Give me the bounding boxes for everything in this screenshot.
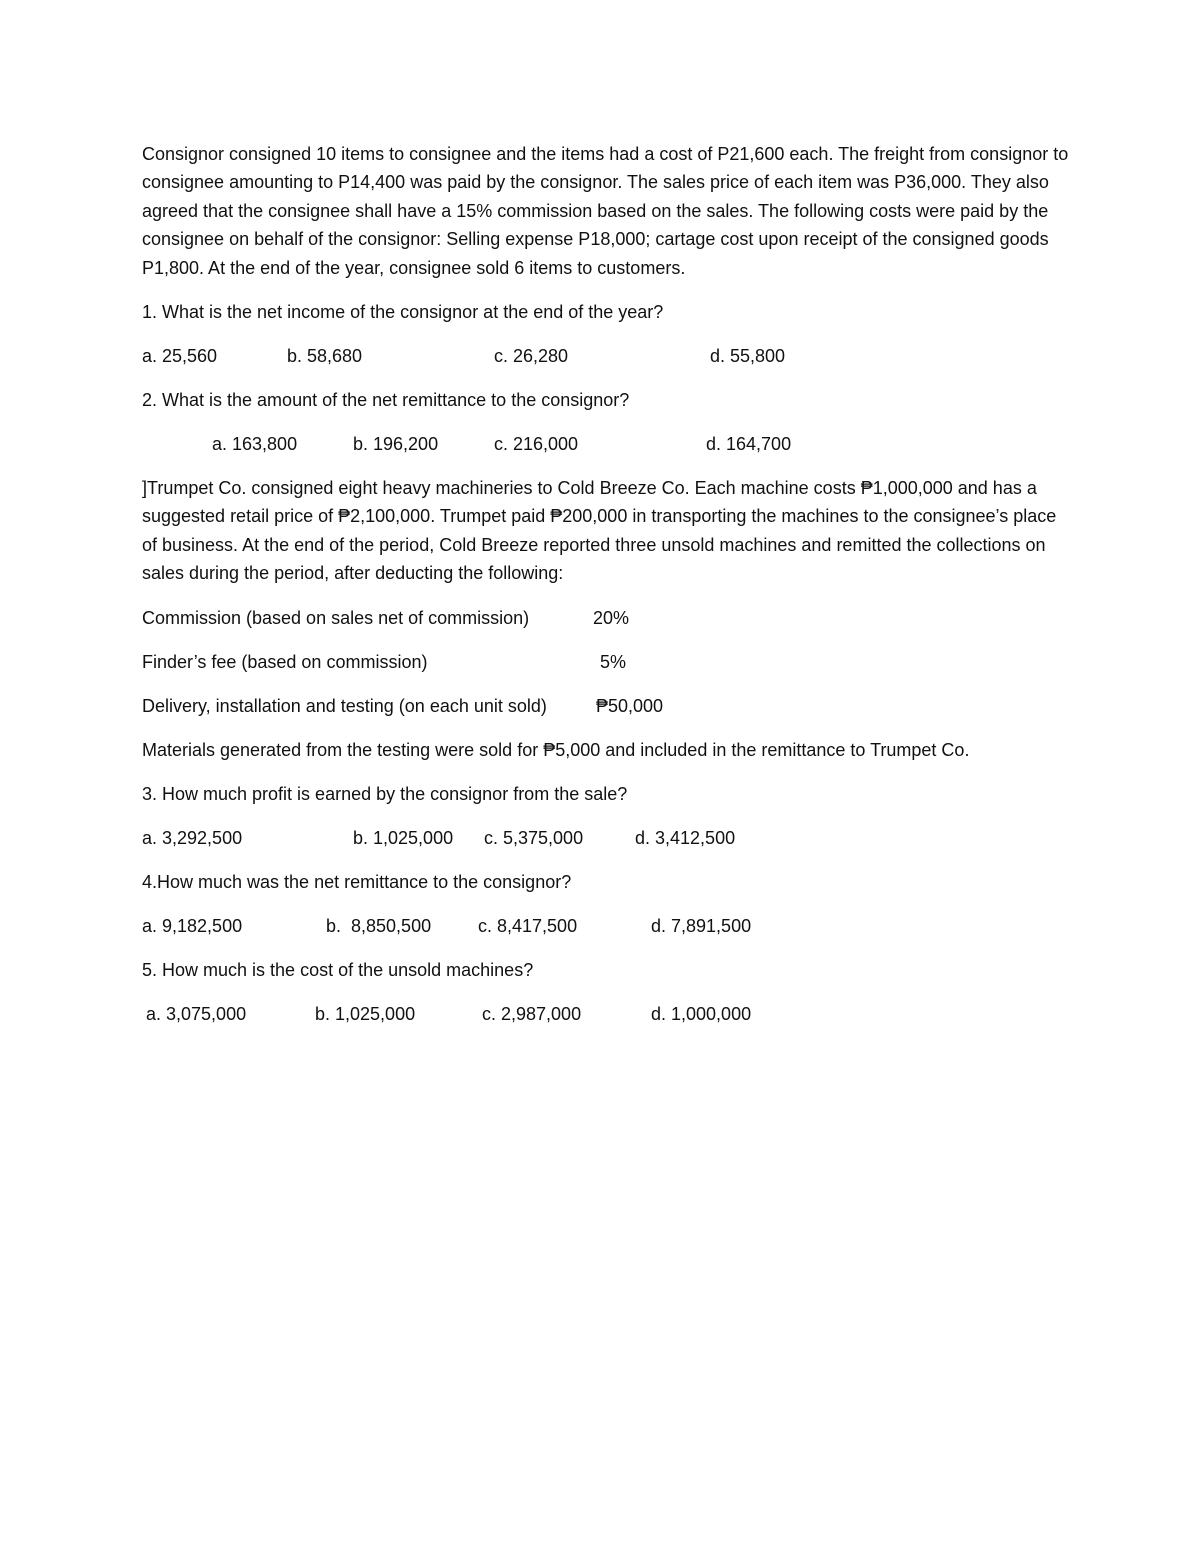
option-b: b. 1,025,000 (315, 1003, 416, 1024)
deduction-value: 20% (593, 607, 630, 628)
problem1-intro: Consignor consigned 10 items to consignee and the items had a cost of P21,600 each. The freight from consignor to consignee amounting to P14,400 was paid by the consignor. The sales price of each item was P36,000. They also agreed that the consignee shall have a 15% commission based on the sales. The following costs were paid by the consignee on behalf of the consignor: Selling expense P18,000; cartage cost upon receipt of the consigned goods P1,800. At the end of the year, consignee sold 6 items to customers. (142, 144, 1069, 278)
option-d: d. 55,800 (710, 346, 786, 367)
question-2-options (142, 430, 1072, 458)
question-4: 4.How much was the net remittance to the consignor? (142, 871, 572, 892)
option-d: d. 7,891,500 (651, 915, 752, 936)
option-c: c. 26,280 (494, 346, 569, 367)
option-a: a. 163,800 (212, 434, 298, 455)
document-body (142, 140, 1072, 1044)
question-5-options (142, 1000, 1072, 1028)
deduction-label: Commission (based on sales net of commission) (142, 607, 530, 628)
deduction-label: Finder’s fee (based on commission) (142, 651, 428, 672)
option-d: d. 3,412,500 (635, 827, 736, 848)
problem2-intro: ]Trumpet Co. consigned eight heavy machineries to Cold Breeze Co. Each machine costs ₱1,000,000 and has a suggested retail price of ₱2,100,000. Trumpet paid ₱200,000 in transporting the machines to the consignee’s place of business. At the end of the period, Cold Breeze reported three unsold machines and remitted the collections on sales during the period, after deducting the following: (142, 478, 1057, 584)
option-a: a. 3,075,000 (146, 1003, 247, 1024)
deduction-commission (142, 604, 1072, 632)
question-3: 3. How much profit is earned by the consignor from the sale? (142, 783, 628, 804)
question-1: 1. What is the net income of the consignor at the end of the year? (142, 302, 664, 323)
deduction-value: ₱50,000 (596, 695, 664, 716)
question-2: 2. What is the amount of the net remittance to the consignor? (142, 390, 630, 411)
option-c: c. 8,417,500 (478, 915, 578, 936)
option-a: a. 25,560 (142, 346, 218, 367)
deduction-label: Delivery, installation and testing (on each unit sold) (142, 695, 547, 716)
deduction-value: 5% (600, 651, 627, 672)
option-c: c. 216,000 (494, 434, 579, 455)
question-4-options (142, 912, 1072, 940)
option-d: d. 1,000,000 (651, 1003, 752, 1024)
option-b: b. 58,680 (287, 346, 363, 367)
option-a: a. 3,292,500 (142, 827, 243, 848)
problem2-note: Materials generated from the testing were sold for ₱5,000 and included in the remittance to Trumpet Co. (142, 739, 970, 760)
question-1-options (142, 342, 1072, 370)
option-a: a. 9,182,500 (142, 915, 243, 936)
option-b: b. 1,025,000 (353, 827, 454, 848)
option-b: b. 8,850,500 (326, 915, 432, 936)
option-c: c. 2,987,000 (482, 1003, 582, 1024)
option-c: c. 5,375,000 (484, 827, 584, 848)
question-3-options (142, 824, 1072, 852)
option-b: b. 196,200 (353, 434, 439, 455)
deduction-delivery (142, 692, 1072, 720)
option-d: d. 164,700 (706, 434, 792, 455)
deduction-finders-fee (142, 648, 1072, 676)
question-5: 5. How much is the cost of the unsold machines? (142, 959, 534, 980)
